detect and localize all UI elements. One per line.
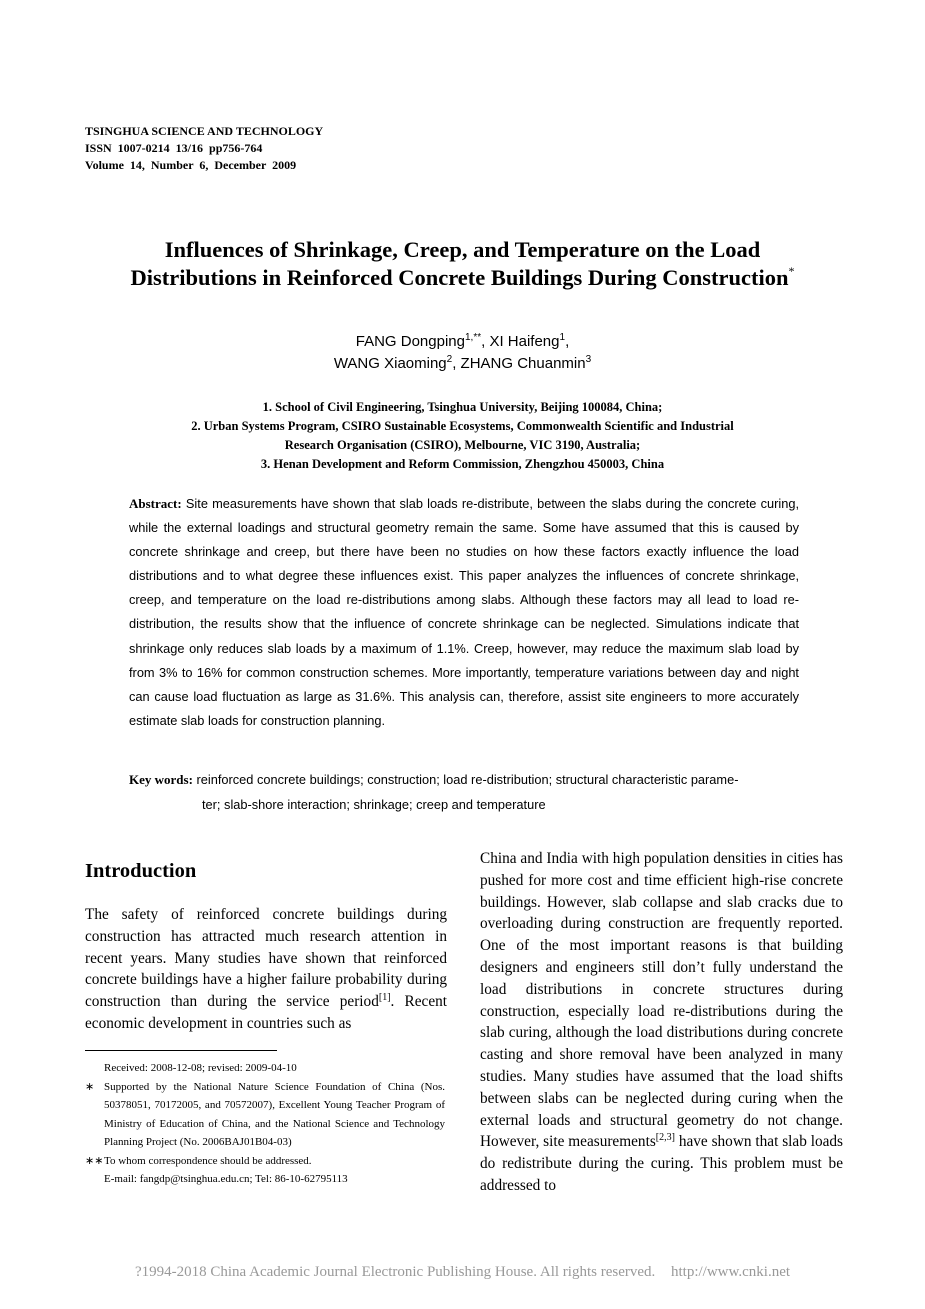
abstract bbox=[129, 492, 799, 733]
footnote-correspondence: ∗∗ To whom correspondence should be addressed. bbox=[85, 1154, 312, 1167]
journal-name: TSINGHUA SCIENCE AND TECHNOLOGY bbox=[85, 124, 324, 138]
author-name: WANG Xiaoming bbox=[333, 355, 447, 372]
footnote-divider bbox=[85, 1050, 277, 1051]
title-line-2: Distributions in Reinforced Concrete Buildings During Construction* bbox=[130, 264, 795, 290]
affiliation-line: 3. Henan Development and Reform Commission, Zhengzhou 450003, China bbox=[260, 457, 665, 471]
affiliation-line: 1. School of Civil Engineering, Tsinghua University, Beijing 100084, China; bbox=[262, 400, 663, 414]
journal-volume: Volume 14, Number 6, December 2009 bbox=[85, 158, 297, 172]
paper-title bbox=[60, 236, 865, 292]
author-name: FANG Dongping bbox=[355, 333, 465, 350]
keywords bbox=[129, 767, 799, 817]
author-list: FANG Dongping$^{1,**}$, XI Haifeng$^1$, WANG Xiaoming$^2$, ZHANG Chuanmin$^3$ bbox=[333, 332, 592, 372]
footnote-received: Received: 2008-12-08; revised: 2009-04-10 bbox=[104, 1062, 297, 1074]
citation: [1] bbox=[378, 992, 391, 1004]
copyright-url[interactable]: http://www.cnki.net bbox=[671, 1264, 791, 1280]
keywords-line-2: ter; slab-shore interaction; shrinkage; creep and temperature bbox=[202, 797, 546, 812]
section-heading-introduction: Introduction bbox=[85, 860, 197, 882]
keywords-line-1: reinforced concrete buildings; construction; load re-distribution; structural characteristic parame- bbox=[196, 772, 739, 787]
introduction-right-column: China and India with high population densities in cities has pushed for more cost and time efficient high-rise concrete buildings. However, slab collapse and slab cracks due to overloading during construction are frequently reported. One of the most important reasons is that building designers and engineers still don’t fully understand the load distributions in concrete structures during construction, especially load re-distributions during the slab curing, although the load distributions during concrete casting and shore removal have been analyzed in many studies. Many studies have assumed that the load shifts between slabs can be neglected during curing when the external loads and structural geometry do not change. However, site measurements[2,3] have shown that slab loads do redistribute during the curing. This problem must be addressed to bbox=[480, 850, 844, 1194]
footnote-support: ∗ Supported by the National Nature Science Foundation of China (Nos. 50378051, 70172005, and 70572007), Excellent Young Teacher Program of Ministry of Education of China, and the National Science and Technology Planning Project (No. 2006BAJ01B04-03) bbox=[85, 1080, 445, 1148]
introduction-left-column: The safety of reinforced concrete buildings during construction has attracted much research attention in recent years. Many studies have shown that reinforced concrete buildings have a higher failure probability during construction than during the service period[1]. Recent economic development in countries such as bbox=[85, 906, 448, 1032]
journal-issn: ISSN 1007-0214 13/16 pp756-764 bbox=[85, 141, 263, 155]
author-name: XI Haifeng bbox=[489, 333, 560, 350]
copyright-text: ?1994-2018 China Academic Journal Electronic Publishing House. All rights reserved. bbox=[134, 1264, 656, 1280]
footnotes bbox=[85, 1059, 445, 1189]
abstract-text: Site measurements have shown that slab loads re-distribute, between the slabs during the concrete curing, while the external loadings and structural geometry remain the same. Some have assumed that this is caused by concrete shrinkage and creep, but there have been no studies on how these factors exactly influence the load distributions and to what degree these influences exist. This paper analyzes the influences of concrete shrinkage, creep, and temperature on the load re-distributions among slabs. Although these factors may all lead to load re-distribution, the results show that the influence of concrete shrinkage can be neglected. Simulations indicate that shrinkage only reduces slab loads by a maximum of 1.1%. Creep, however, may reduce the maximum slab load by from 3% to 16% for common construction schemes. More importantly, temperature variations between day and night can cause load fluctuation as large as 31.6%. This analysis can, therefore, assist site engineers to more accurately estimate slab loads for construction planning. bbox=[129, 496, 799, 728]
affiliations bbox=[60, 398, 865, 474]
affiliation-line: Research Organisation (CSIRO), Melbourne, VIC 3190, Australia; bbox=[284, 438, 641, 452]
journal-masthead bbox=[85, 123, 323, 174]
abstract-label: Abstract: bbox=[129, 496, 182, 511]
affiliation-line: 2. Urban Systems Program, CSIRO Sustainable Ecosystems, Commonwealth Scientific and Industrial bbox=[191, 419, 734, 433]
citation: [2,3] bbox=[655, 1132, 675, 1144]
author-name: ZHANG Chuanmin bbox=[460, 355, 586, 372]
footnote-email: E-mail: fangdp@tsinghua.edu.cn; Tel: 86-10-62795113 bbox=[104, 1173, 348, 1185]
keywords-label: Key words: bbox=[129, 772, 193, 787]
title-footnote-mark: * bbox=[788, 264, 795, 278]
title-line-1: Influences of Shrinkage, Creep, and Temperature on the Load bbox=[164, 237, 761, 262]
copyright-footer bbox=[0, 1264, 925, 1281]
